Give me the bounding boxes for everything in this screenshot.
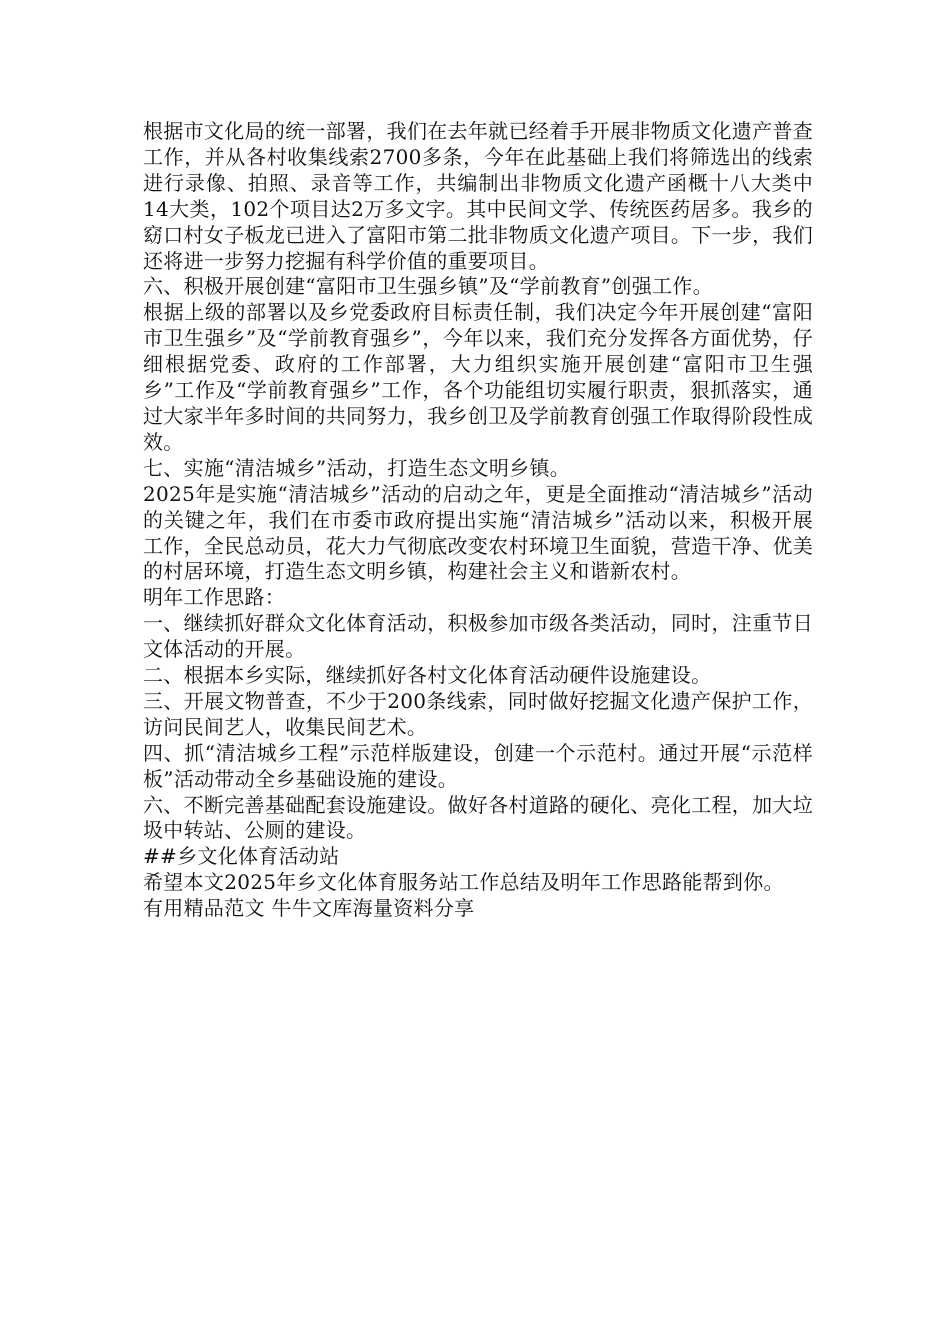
plan-item-three: 三、开展文物普查，不少于200条线索，同时做好挖掘文化遗产保护工作，访问民间艺人，收集民间艺术。 [143, 688, 813, 739]
organization-signature: ##乡文化体育活动站 [143, 844, 340, 869]
plan-item-four: 四、抓“清洁城乡工程”示范样版建设，创建一个示范村。通过开展“示范样板”活动带动全乡基础设施的建设。 [143, 740, 813, 791]
heading-section-six: 六、积极开展创建“富阳市卫生强乡镇”及“学前教育”创强工作。 [143, 274, 713, 299]
paragraph-heritage-survey: 根据市文化局的统一部署，我们在去年就已经着手开展非物质文化遗产普查工作，并从各村收集线索2700多条，今年在此基础上我们将筛选出的线索进行录像、拍照、录音等工作，共编制出非物质文化遗产函概十八大类中14大类，102个项目达2万多文字。其中民间文学、传统医药居多。我乡的窈口村女子板龙已进入了富阳市第二批非物质文化遗产项目。下一步，我们还将进一步努力挖掘有科学价值的重要项目。 [143, 119, 813, 273]
heading-next-year-plan: 明年工作思路： [143, 585, 286, 610]
heading-section-seven: 七、实施“清洁城乡”活动，打造生态文明乡镇。 [143, 455, 571, 480]
footer-note: 有用精品范文 牛牛文库海量资料分享 [143, 896, 475, 921]
paragraph-clean-city: 2025年是实施“清洁城乡”活动的启动之年，更是全面推动“清洁城乡”活动的关键之年，我们在市委市政府提出实施“清洁城乡”活动以来，积极开展工作，全民总动员，花大力气彻底改变农村环境卫生面貌，营造干净、优美的村居环境，打造生态文明乡镇，构建社会主义和谐新农村。 [143, 481, 813, 584]
document-body [143, 119, 813, 922]
plan-item-one: 一、继续抓好群众文化体育活动，积极参加市级各类活动，同时，注重节日文体活动的开展。 [143, 611, 813, 662]
closing-remark: 希望本文2025年乡文化体育服务站工作总结及明年工作思路能帮到你。 [143, 870, 784, 895]
plan-item-two: 二、根据本乡实际，继续抓好各村文化体育活动硬件设施建设。 [143, 663, 712, 688]
plan-item-six: 六、不断完善基础配套设施建设。做好各村道路的硬化、亮化工程，加大垃圾中转站、公厕的建设。 [143, 792, 813, 843]
paragraph-health-education: 根据上级的部署以及乡党委政府目标责任制，我们决定今年开展创建“富阳市卫生强乡”及“学前教育强乡”，今年以来，我们充分发挥各方面优势，仔细根据党委、政府的工作部署，大力组织实施开展创建“富阳市卫生强乡”工作及“学前教育强乡”工作，各个功能组切实履行职责，狠抓落实，通过大家半年多时间的共同努力，我乡创卫及学前教育创强工作取得阶段性成效。 [143, 300, 813, 454]
